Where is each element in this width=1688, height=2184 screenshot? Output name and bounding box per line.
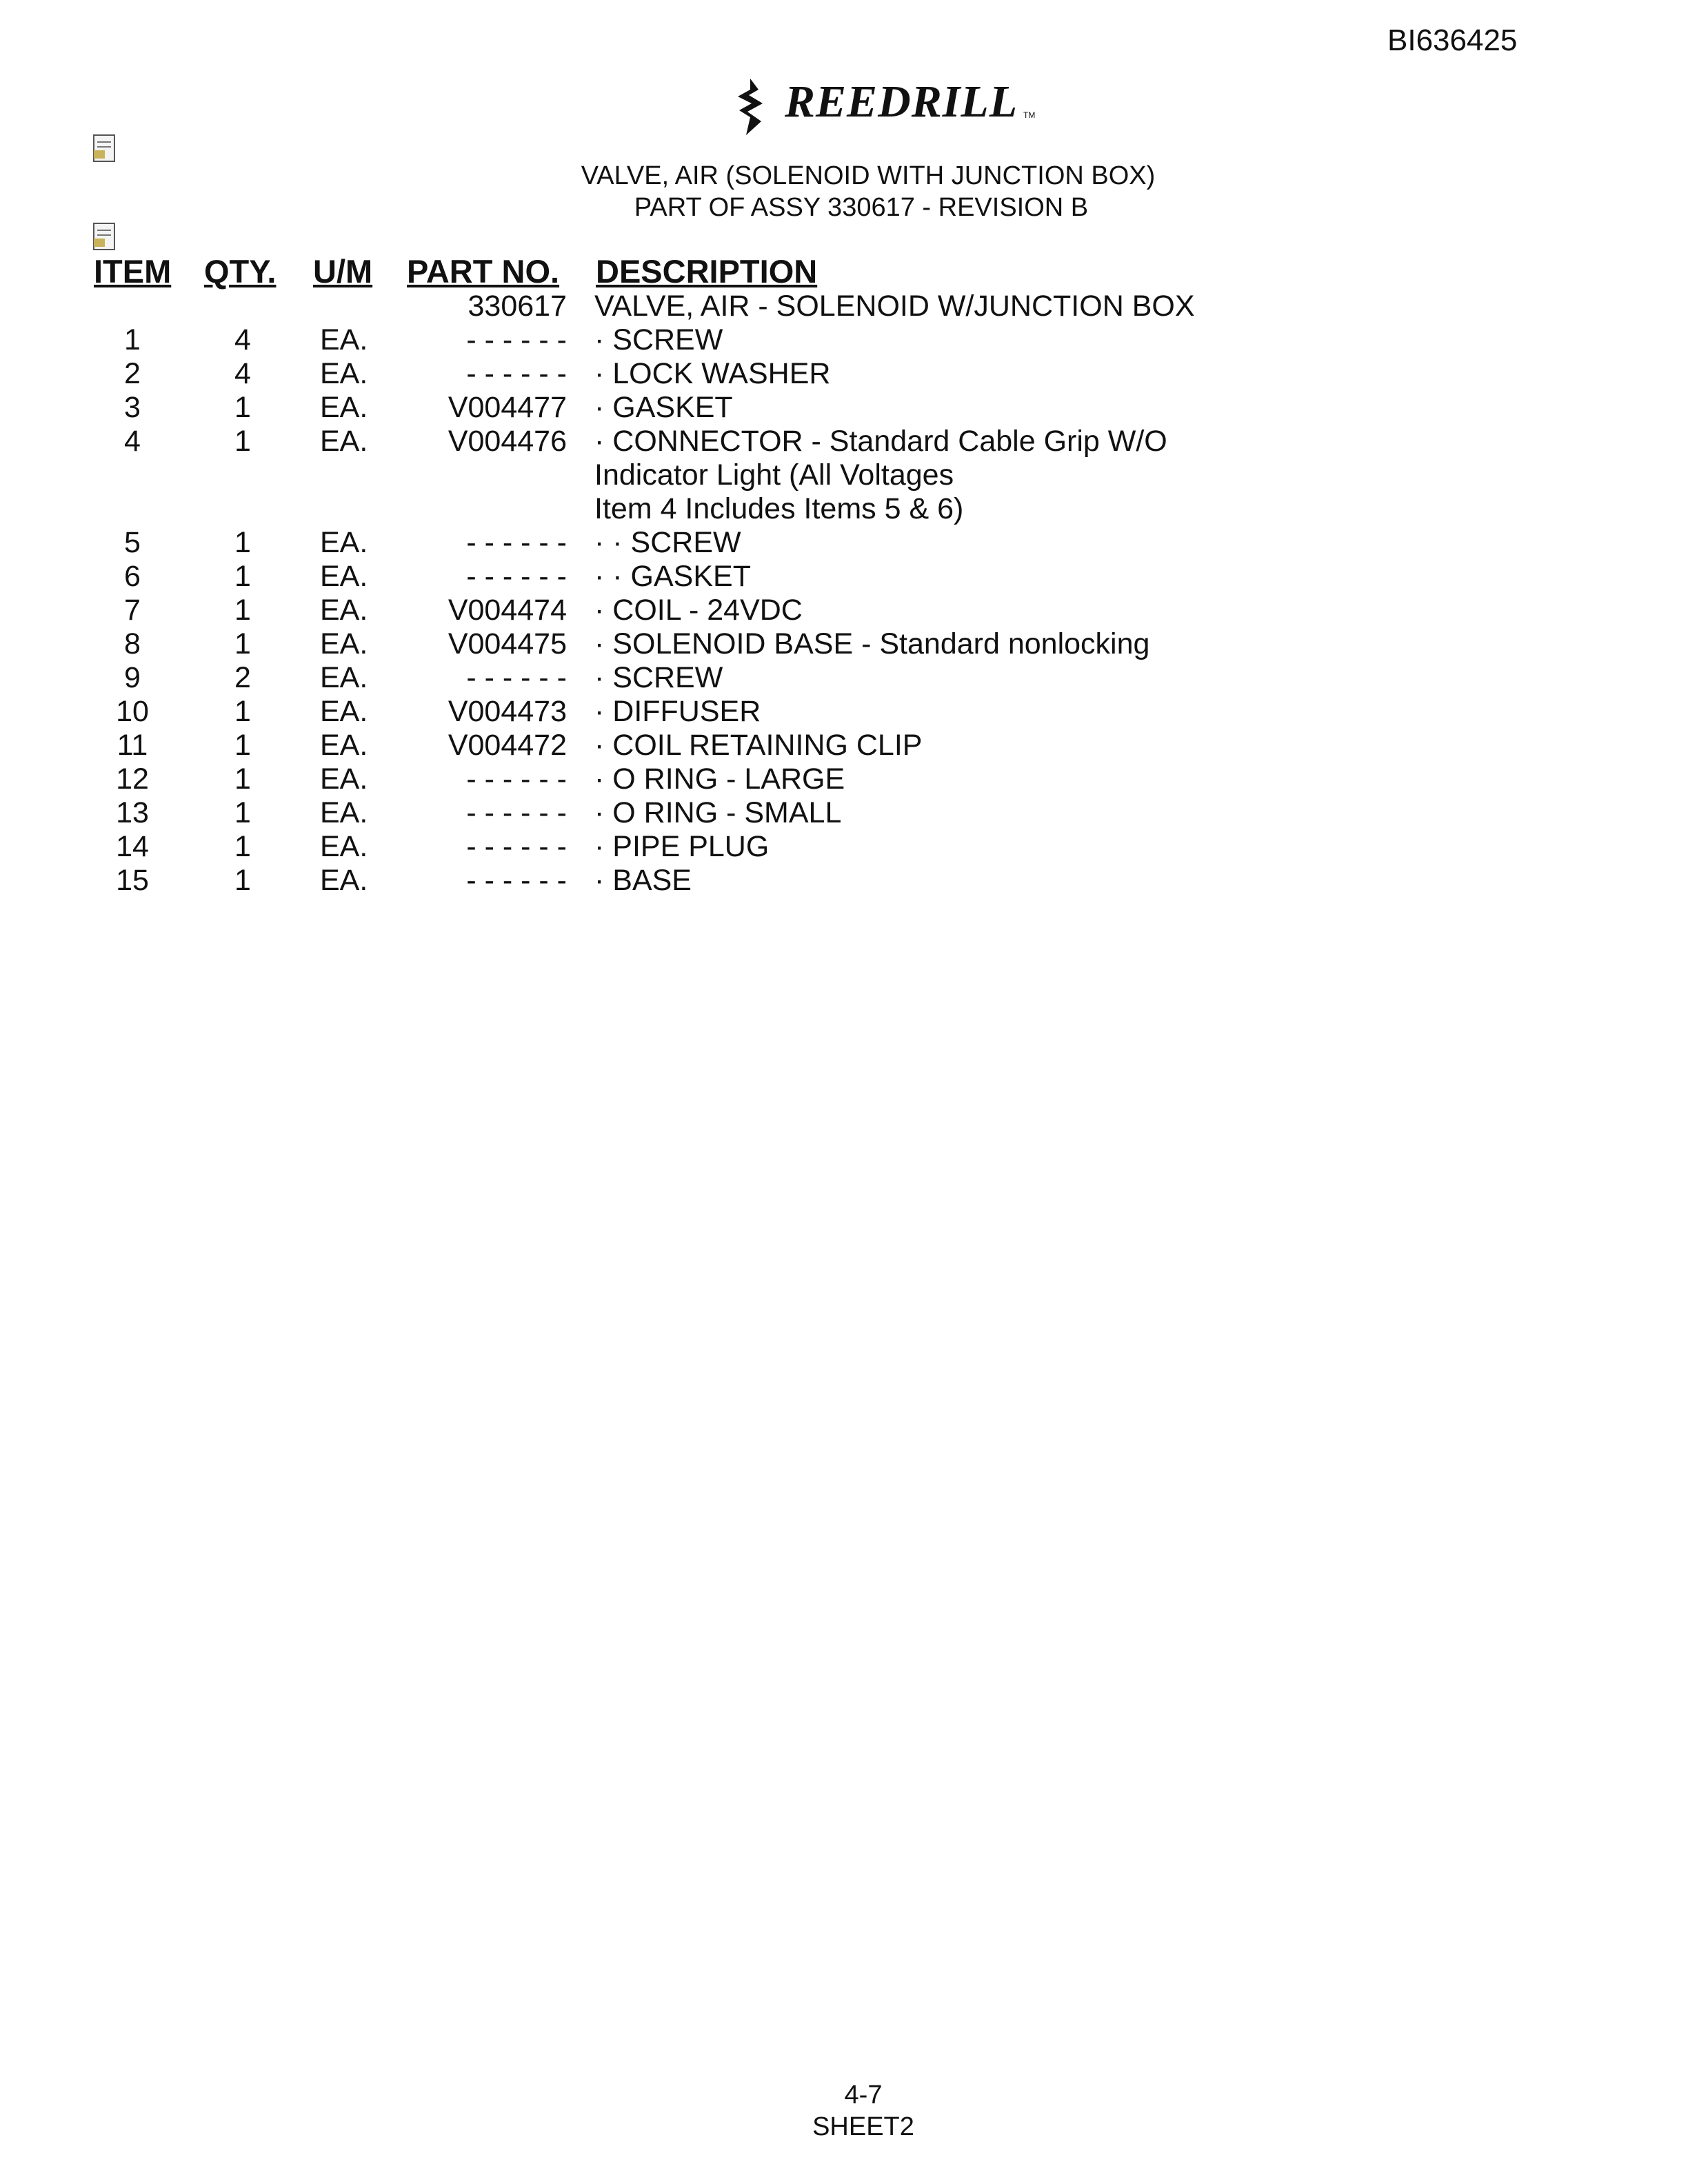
drill-bit-icon	[723, 76, 778, 138]
item-cell: 11	[117, 729, 148, 762]
logo-wordmark	[785, 76, 1018, 128]
item-cell: 2	[124, 357, 141, 390]
document-title: VALVE, AIR (SOLENOID WITH JUNCTION BOX)	[581, 161, 1156, 190]
description-cell: · LOCK WASHER	[594, 357, 831, 390]
part-no-cell: - - - - - -	[466, 661, 567, 694]
document-id: BI636425	[1387, 23, 1518, 57]
um-cell: EA.	[320, 695, 368, 728]
part-no-cell: - - - - - -	[466, 526, 567, 559]
description-cell: · PIPE PLUG	[594, 830, 770, 863]
part-no-cell: V004474	[448, 594, 567, 627]
item-cell: 9	[124, 661, 141, 694]
qty-cell: 4	[234, 357, 251, 390]
item-cell: 14	[116, 830, 149, 863]
part-no-cell: - - - - - -	[466, 357, 567, 390]
part-no-cell: - - - - - -	[466, 796, 567, 829]
item-cell: 12	[116, 762, 149, 796]
qty-cell: 1	[234, 425, 251, 458]
page-number: 4-7	[844, 2081, 883, 2110]
qty-cell: 1	[234, 830, 251, 863]
part-no-cell: V004475	[448, 627, 567, 660]
description-cell: · SCREW	[594, 323, 723, 356]
sheet-label: SHEET2	[812, 2112, 914, 2141]
um-cell: EA.	[320, 425, 368, 458]
description-cell: · O RING - LARGE	[594, 762, 845, 796]
item-cell: 1	[124, 323, 141, 356]
um-cell: EA.	[320, 661, 368, 694]
part-no-cell: V004472	[448, 729, 567, 762]
item-cell: 3	[124, 391, 141, 424]
description-cell: · SCREW	[594, 661, 723, 694]
description-cell: · DIFFUSER	[594, 695, 761, 728]
header-part-no: PART NO.	[407, 253, 560, 290]
um-cell: EA.	[320, 627, 368, 660]
part-no-cell: - - - - - -	[466, 864, 567, 897]
qty-cell: 2	[234, 661, 251, 694]
part-no-cell: V004476	[448, 425, 567, 458]
description-cell: Item 4 Includes Items 5 & 6)	[594, 492, 964, 525]
description-cell: · BASE	[594, 864, 692, 897]
qty-cell: 1	[234, 627, 251, 660]
description-cell: VALVE, AIR - SOLENOID W/JUNCTION BOX	[594, 290, 1195, 323]
qty-cell: 1	[234, 560, 251, 593]
description-cell: · CONNECTOR - Standard Cable Grip W/O	[594, 425, 1167, 458]
description-cell: · COIL RETAINING CLIP	[594, 729, 923, 762]
document-subtitle: PART OF ASSY 330617 - REVISION B	[634, 193, 1089, 222]
description-cell: · GASKET	[594, 391, 733, 424]
item-cell: 13	[116, 796, 149, 829]
description-cell: · · GASKET	[594, 560, 751, 593]
part-no-cell: - - - - - -	[466, 762, 567, 796]
um-cell: EA.	[320, 526, 368, 559]
document-icon[interactable]	[91, 134, 119, 164]
um-cell: EA.	[320, 594, 368, 627]
qty-cell: 1	[234, 594, 251, 627]
reedrill-logo	[723, 76, 1040, 138]
qty-cell: 1	[234, 796, 251, 829]
item-cell: 5	[124, 526, 141, 559]
qty-cell: 4	[234, 323, 251, 356]
header-um: U/M	[313, 253, 373, 290]
um-cell: EA.	[320, 830, 368, 863]
item-cell: 7	[124, 594, 141, 627]
um-cell: EA.	[320, 323, 368, 356]
part-no-cell: 330617	[468, 290, 567, 323]
document-icon[interactable]	[91, 222, 119, 252]
item-cell: 15	[116, 864, 149, 897]
item-cell: 4	[124, 425, 141, 458]
logo-brand: REEDRILL	[785, 77, 1018, 127]
qty-cell: 1	[234, 864, 251, 897]
description-cell: · O RING - SMALL	[594, 796, 842, 829]
part-no-cell: - - - - - -	[466, 560, 567, 593]
description-cell: · COIL - 24VDC	[594, 594, 803, 627]
header-qty: QTY.	[204, 253, 277, 290]
um-cell: EA.	[320, 762, 368, 796]
header-description: DESCRIPTION	[596, 253, 818, 290]
um-cell: EA.	[320, 391, 368, 424]
qty-cell: 1	[234, 762, 251, 796]
item-cell: 6	[124, 560, 141, 593]
item-cell: 10	[116, 695, 149, 728]
item-cell: 8	[124, 627, 141, 660]
header-item: ITEM	[94, 253, 172, 290]
description-cell: Indicator Light (All Voltages	[594, 458, 954, 492]
qty-cell: 1	[234, 391, 251, 424]
qty-cell: 1	[234, 526, 251, 559]
um-cell: EA.	[320, 729, 368, 762]
um-cell: EA.	[320, 560, 368, 593]
um-cell: EA.	[320, 864, 368, 897]
qty-cell: 1	[234, 729, 251, 762]
um-cell: EA.	[320, 796, 368, 829]
part-no-cell: - - - - - -	[466, 323, 567, 356]
part-no-cell: - - - - - -	[466, 830, 567, 863]
description-cell: · · SCREW	[594, 526, 741, 559]
um-cell: EA.	[320, 357, 368, 390]
description-cell: · SOLENOID BASE - Standard nonlocking	[594, 627, 1150, 660]
qty-cell: 1	[234, 695, 251, 728]
part-no-cell: V004473	[448, 695, 567, 728]
part-no-cell: V004477	[448, 391, 567, 424]
trademark-mark: TM	[1023, 110, 1036, 120]
